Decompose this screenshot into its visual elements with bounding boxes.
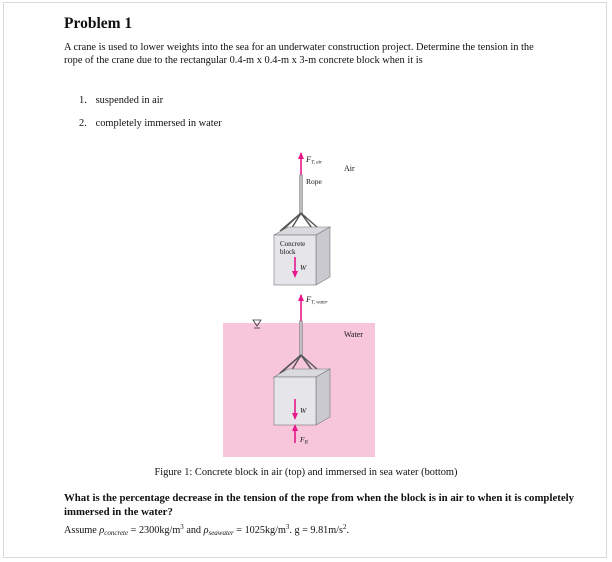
rope-water: [300, 321, 303, 357]
gravity-exponent: 2: [342, 523, 347, 531]
tension-air-arrowhead: [298, 152, 304, 159]
figure-caption: Figure 1: Concrete block in air (top) and immersed in sea water (bottom): [154, 467, 458, 478]
rho-seawater-subscript: seawater: [208, 529, 234, 537]
list-item-number: 2.: [79, 118, 87, 129]
rho-concrete-exponent: 3: [180, 523, 184, 531]
assumptions: [64, 521, 584, 540]
rho-concrete-value: = 2300kg/m: [128, 525, 181, 536]
rope-air: [300, 175, 303, 215]
label-rope: Rope: [306, 177, 322, 186]
label-ft-water: FT, water: [306, 294, 328, 306]
rho-seawater-symbol: ρ: [203, 525, 209, 536]
block-water-side: [316, 369, 330, 425]
question-text: What is the percentage decrease in the tension of the rope from when the block is in air to when it is completely immersed in the water?: [64, 492, 575, 518]
rho-concrete-subscript: concrete: [104, 529, 129, 537]
tension-water-arrowhead: [298, 294, 304, 301]
problem-title: Problem 1: [64, 15, 133, 32]
rho-seawater-exponent: 3: [285, 523, 290, 531]
list-item: [79, 95, 163, 106]
crane-figure: [250, 151, 390, 451]
label-concrete: Concrete: [280, 240, 306, 248]
label-air: Air: [344, 164, 355, 173]
assume-end: .: [346, 525, 350, 536]
list-item: [79, 118, 222, 129]
label-block: block: [280, 248, 296, 256]
rho-concrete-symbol: ρ: [99, 525, 105, 536]
rho-seawater-value: = 1025kg/m: [233, 525, 286, 536]
label-fb: $F_B$: [300, 435, 308, 446]
gravity-value: . g = 9.81m/s: [289, 525, 343, 536]
label-water: Water: [344, 330, 363, 339]
label-w-air: W: [300, 263, 307, 272]
list-item-text: suspended in air: [95, 95, 164, 106]
problem-intro: A crane is used to lower weights into the sea for an underwater construction project. Determine the tension in the rope of the crane due to the rectangular 0.4-m x 0.4-m x 3-m concrete block when it is: [64, 42, 534, 67]
document-page: [3, 2, 607, 558]
list-item-text: completely immersed in water: [95, 118, 222, 129]
block-air-side: [316, 227, 330, 285]
label-w-water: W: [300, 406, 307, 415]
label-ft-air: FT, air: [306, 154, 322, 166]
assume-and: and: [183, 525, 204, 536]
assume-prefix: Assume: [64, 525, 97, 536]
list-item-number: 1.: [79, 95, 87, 106]
